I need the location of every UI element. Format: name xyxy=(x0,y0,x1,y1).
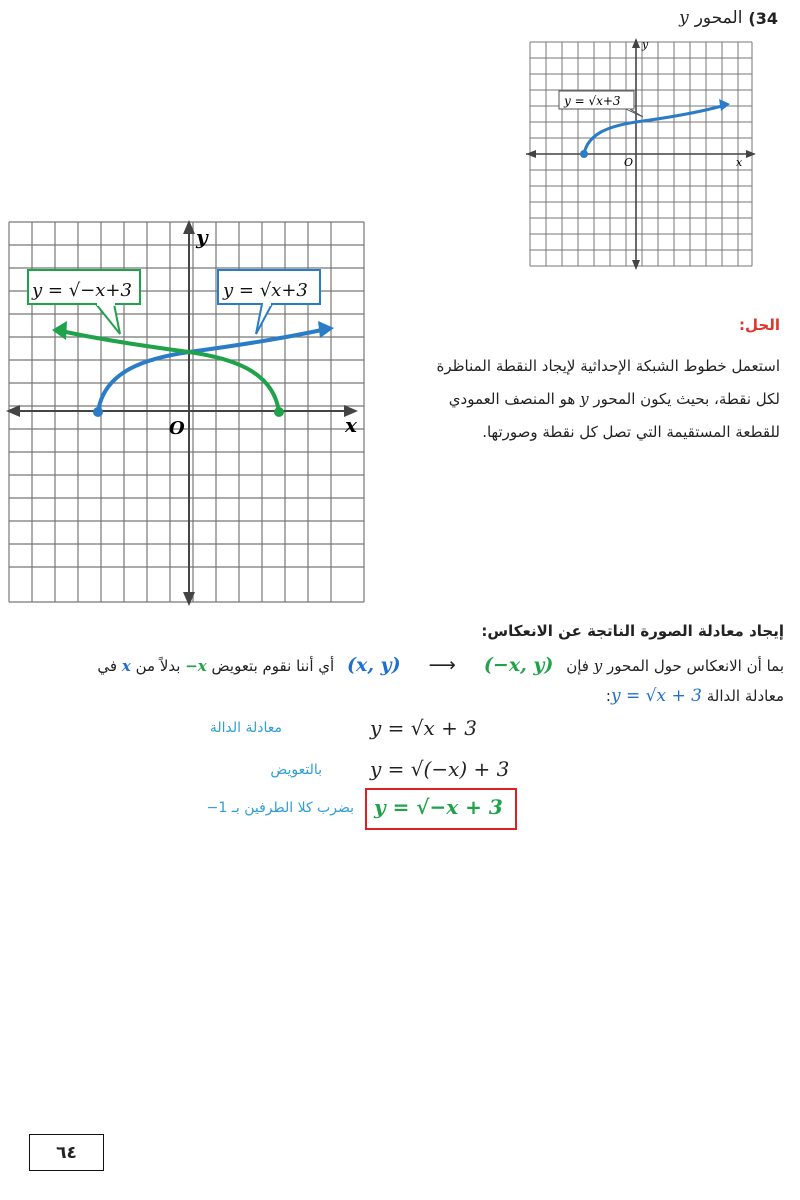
reflection-sentence xyxy=(4,654,784,677)
problem-header xyxy=(679,8,778,28)
solution-line-2 xyxy=(360,388,780,410)
step-3-label xyxy=(207,800,354,816)
step-2-equation: y = √(−x) + 3 xyxy=(370,757,510,781)
step-3-label-num: −1 xyxy=(206,800,228,816)
green-eq-label: y = √−x+3 xyxy=(32,280,132,301)
solution-line-2-var: y xyxy=(580,390,589,408)
instead-of: بدلاً من xyxy=(135,657,181,675)
problem-axis-word: المحور xyxy=(694,8,743,28)
small-graph xyxy=(526,38,756,270)
large-graph xyxy=(4,218,368,606)
solution-line-2-a: لكل نقطة، بحيث يكون المحور xyxy=(593,390,780,408)
large-axis-y: y xyxy=(196,225,208,249)
large-axis-x: x xyxy=(345,413,357,437)
blue-eq-label: y = √x+3 xyxy=(223,280,308,301)
step-2-label: بالتعويض xyxy=(270,762,322,778)
small-blue-curve xyxy=(584,106,722,154)
solution-line-1: استعمل خطوط الشبكة الإحداثية لإيجاد النقطة المناظرة xyxy=(436,357,780,375)
small-axis-y: y xyxy=(642,38,649,51)
neg-x: −x xyxy=(185,657,207,675)
small-eq-label: y = √x+3 xyxy=(564,94,621,108)
small-origin: O xyxy=(624,156,634,169)
sentence-var: y xyxy=(593,657,603,675)
sentence-start: بما أن الانعكاس حول المحور xyxy=(607,657,784,675)
line2-eq: y = √x + 3 xyxy=(610,686,702,706)
step-3-equation: y = √−x + 3 xyxy=(374,795,503,819)
page-number: ٦٤ xyxy=(29,1134,104,1171)
step-3-label-text: بضرب كلا الطرفين بـ xyxy=(231,800,354,816)
problem-axis-var: y xyxy=(679,8,689,28)
word-in: في xyxy=(97,657,118,675)
small-axis-x: x xyxy=(736,156,743,169)
solution-line-3: للقطعة المستقيمة التي تصل كل نقطة وصورتها. xyxy=(482,423,780,441)
mapping-arrow: ⟶ xyxy=(428,654,456,676)
large-blue-start-point xyxy=(93,407,103,417)
line2-colon: : xyxy=(605,687,611,705)
step-1-label: معادلة الدالة xyxy=(209,720,282,736)
reflection-sentence-2 xyxy=(606,685,784,707)
var-x: x xyxy=(121,657,131,675)
point-from: (x, y) xyxy=(347,654,401,676)
solution-heading: الحل: xyxy=(739,316,780,334)
point-to: (−x, y) xyxy=(483,654,554,676)
large-origin: O xyxy=(169,418,185,439)
large-green-start-point xyxy=(274,407,284,417)
reflection-heading: إيجاد معادلة الصورة الناتجة عن الانعكاس: xyxy=(481,622,784,640)
step-1-equation: y = √x + 3 xyxy=(370,716,477,740)
problem-number: 34) xyxy=(748,8,778,28)
sentence-then: فإن xyxy=(566,657,589,675)
solution-line-2-b: هو المنصف العمودي xyxy=(448,390,576,408)
small-start-point xyxy=(580,150,588,158)
sentence-sub: أي أننا نقوم بتعويض xyxy=(211,657,335,675)
line2-text: معادلة الدالة xyxy=(706,687,784,705)
